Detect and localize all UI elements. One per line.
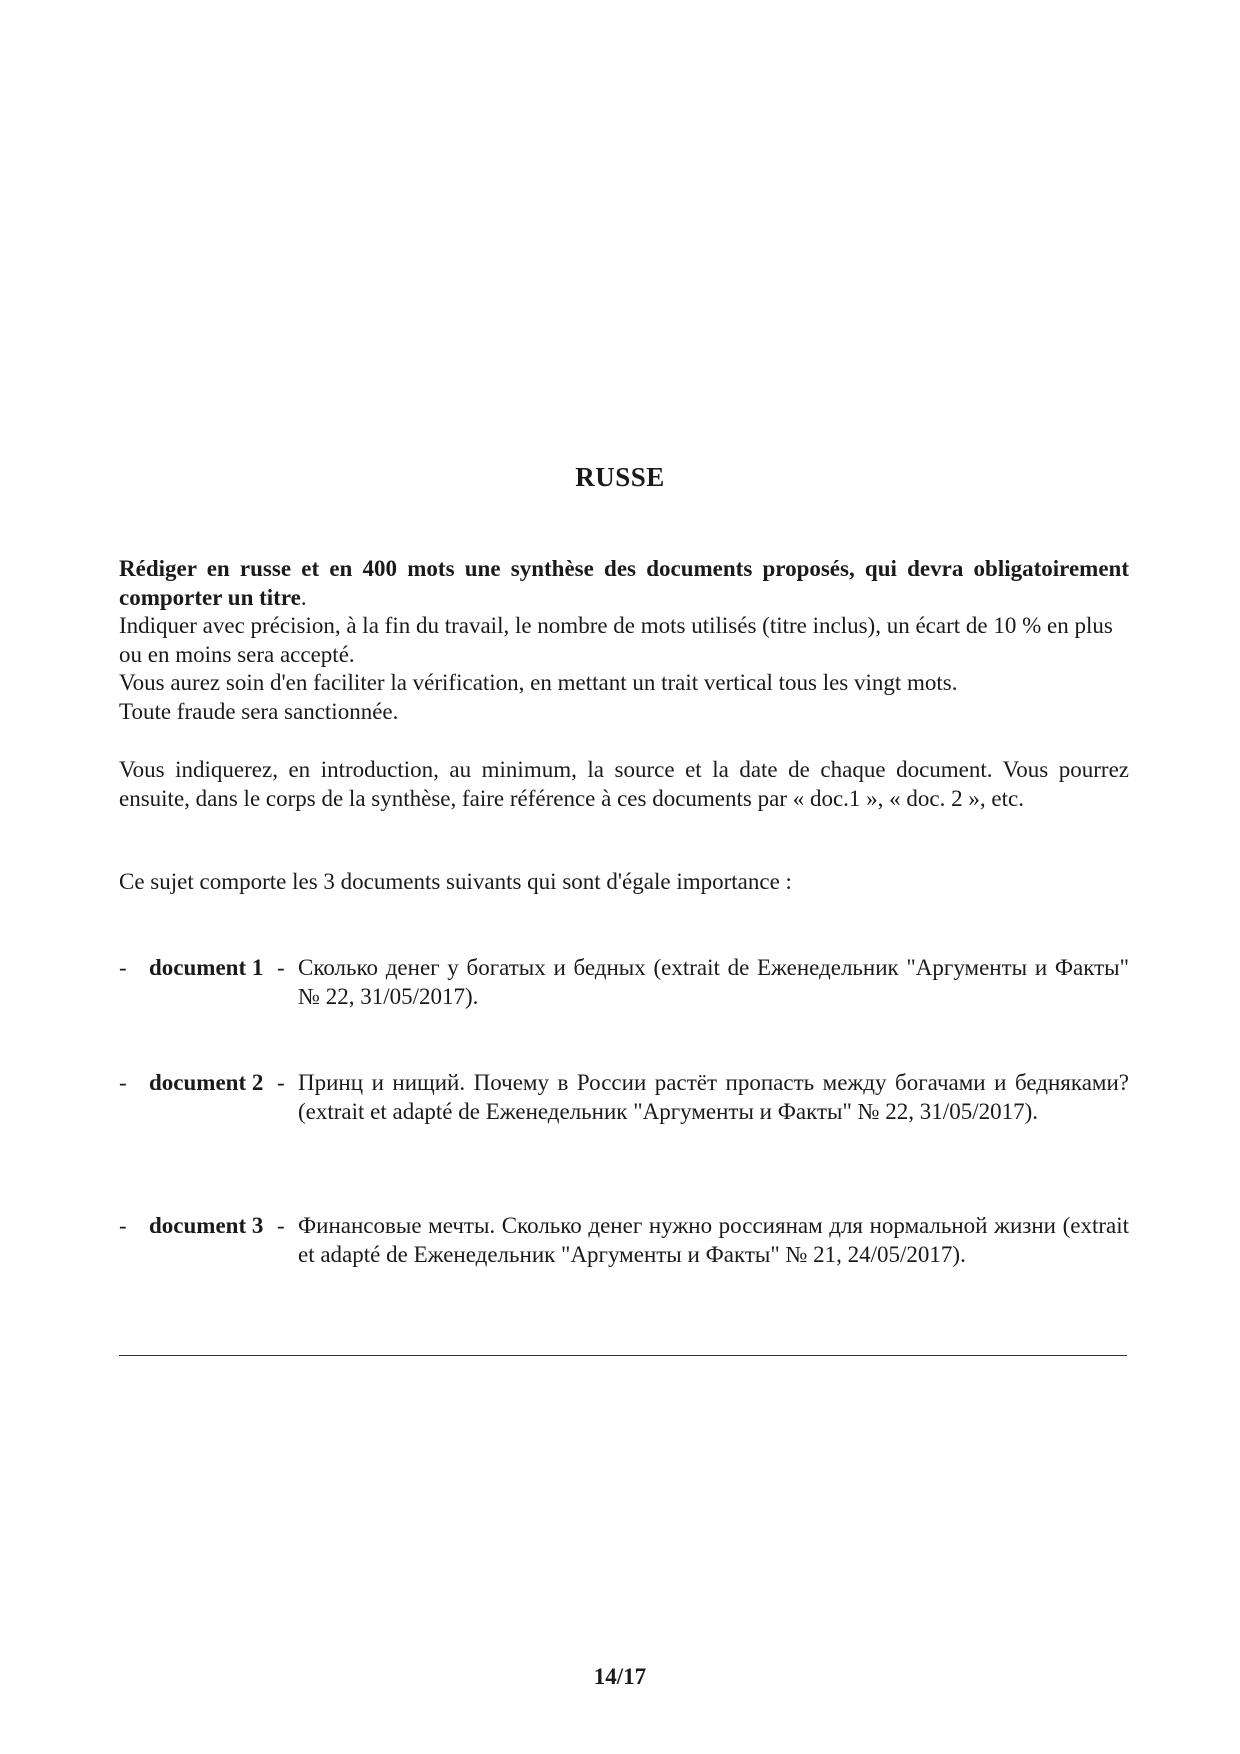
instructions-fraud: Toute fraude sera sanctionnée.	[119, 698, 399, 724]
instructions-vertical-line: Vous aurez soin d'en faciliter la vérification, en mettant un trait vertical tous les vingt mots.	[119, 670, 958, 695]
document-description: Принц и нищий. Почему в России растёт пропасть между богачами и бедняками? (extrait et adapté de Еженедельник "Аргументы и Факты" № 22, 31/05/2017).	[298, 1070, 1129, 1124]
sources-paragraph: Vous indiquerez, en introduction, au minimum, la source et la date de chaque document. Vous pourrez ensuite, dans le corps de la synthèse, faire référence à ces documents par « doc.1 », « doc. 2 », etc.	[119, 757, 1129, 811]
document-description: Финансовые мечты. Сколько денег нужно россиянам для нормальной жизни (extrait et adapté de Еженедельник "Аргументы и Факты" № 21, 24/05/2017).	[298, 1213, 1129, 1267]
list-bullet: -	[119, 1070, 127, 1095]
page-number: 14/17	[593, 1664, 647, 1689]
instructions-block	[119, 555, 1129, 726]
document-separator: -	[277, 1213, 285, 1238]
instructions-lead	[119, 555, 1129, 612]
list-bullet: -	[119, 1213, 127, 1238]
document-label: document 2	[149, 1070, 264, 1095]
document-description: Сколько денег у богатых и бедных (extrait de Еженедельник "Аргументы и Факты" № 22, 31/05/2017).	[298, 955, 1129, 1009]
document-label: document 3	[149, 1213, 264, 1238]
document-label: document 1	[149, 955, 264, 980]
document-separator: -	[277, 955, 285, 980]
instructions-word-count: Indiquer avec précision, à la fin du travail, le nombre de mots utilisés (titre inclus), un écart de 10 % en plus ou en moins sera accepté.	[119, 613, 1113, 667]
documents-intro: Ce sujet comporte les 3 documents suivants qui sont d'égale importance :	[119, 869, 792, 894]
instructions-lead-bold: Rédiger en russe et en 400 mots une synthèse des documents proposés, qui devra obligatoirement comporter un titre	[119, 556, 1129, 610]
horizontal-divider	[119, 1355, 1127, 1356]
page-title: RUSSE	[575, 462, 665, 492]
instructions-lead-end: .	[300, 584, 307, 610]
list-bullet: -	[119, 955, 127, 980]
document-separator: -	[277, 1070, 285, 1095]
